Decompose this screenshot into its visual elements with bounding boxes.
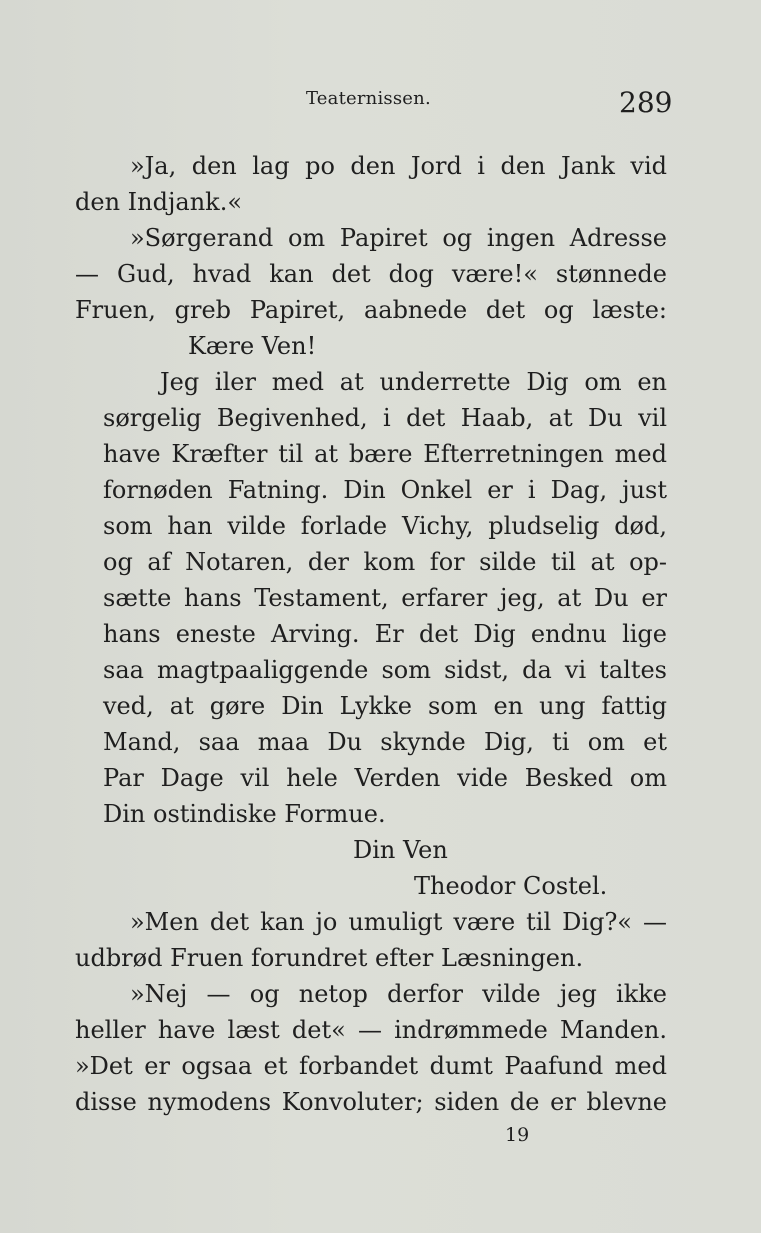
text-line: Mand, saa maa Du skynde Dig, ti om et [103,728,667,756]
text-line: saa magtpaaliggende som sidst, da vi taltes [103,656,667,684]
text-line: sørgelig Begivenhed, i det Haab, at Du vil [103,404,667,432]
letter-closing: Din Ven [353,836,448,864]
text-line: have Kræfter til at bære Efterretningen med [103,440,667,468]
letter-signature: Theodor Costel. [414,872,608,900]
text-line: hans eneste Arving. Er det Dig endnu lige [103,620,667,648]
text-line: Din ostindiske Formue. [103,800,386,828]
text-line: — Gud, hvad kan det dog være!« stønnede [75,260,667,288]
text-line: disse nymodens Konvoluter; siden de er blevne [75,1088,667,1116]
text-line: udbrød Fruen forundret efter Læsningen. [75,944,584,972]
text-line: Par Dage vil hele Verden vide Besked om [103,764,667,792]
signature-mark: 19 [505,1124,530,1146]
text-line: Jeg iler med at underrette Dig om en [160,368,667,396]
letter-salutation: Kære Ven! [188,332,317,360]
text-line: som han vilde forlade Vichy, pludselig død, [103,512,667,540]
running-header-title: Teaternissen. [306,88,431,109]
text-line: Fruen, greb Papiret, aabnede det og læste: [75,296,667,324]
text-line: ved, at gøre Din Lykke som en ung fattig [103,692,667,720]
text-line: »Men det kan jo umuligt være til Dig?« — [130,908,667,936]
text-line: »Nej — og netop derfor vilde jeg ikke [130,980,667,1008]
text-line: den Indjank.« [75,188,243,216]
text-line: »Det er ogsaa et forbandet dumt Paafund med [75,1052,667,1080]
text-line: og af Notaren, der kom for silde til at op- [103,548,667,576]
text-line: heller have læst det« — indrømmede Manden. [75,1016,667,1044]
page-number: 289 [619,86,673,119]
text-line: »Sørgerand om Papiret og ingen Adresse [130,224,667,252]
text-line: »Ja, den lag po den Jord i den Jank vid [130,152,667,180]
text-line: sætte hans Testament, erfarer jeg, at Du er [103,584,667,612]
text-line: fornøden Fatning. Din Onkel er i Dag, just [103,476,667,504]
